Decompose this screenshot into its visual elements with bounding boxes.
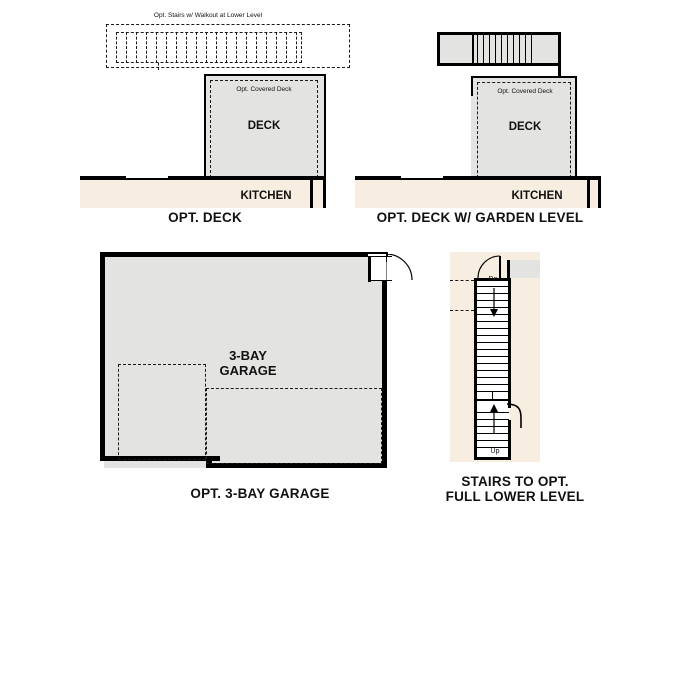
caption-opt-deck: OPT. DECK <box>168 210 242 225</box>
stairs-up-label: Up <box>490 448 500 455</box>
caption-opt-deck-garden-level: OPT. DECK W/ GARDEN LEVEL <box>376 210 584 225</box>
garden-kitchen-label: KITCHEN <box>511 190 563 202</box>
garden-stairs-fill <box>437 32 561 66</box>
garage-bay-dashed-right <box>206 388 382 464</box>
garage-door-leaf <box>368 256 371 282</box>
garage-wall-left <box>100 252 105 460</box>
garden-stairs-wall-bottom <box>437 63 561 66</box>
opt-deck-wall-right <box>324 74 326 178</box>
opt-deck-stairs-note: Opt. Stairs w/ Walkout at Lower Level <box>153 12 263 19</box>
garden-right-post <box>587 178 590 208</box>
garden-covered-deck-label: Opt. Covered Deck <box>497 88 553 95</box>
stairs-dash-tie-2 <box>450 310 474 311</box>
garden-stairs-wall-right <box>558 32 561 77</box>
opt-deck-wall-left <box>204 74 206 178</box>
garden-deck-wall-top <box>471 76 577 78</box>
opt-deck-label: DECK <box>247 120 281 132</box>
garden-right-post-2 <box>598 178 601 208</box>
garage-bay-dashed-left <box>118 364 206 460</box>
stairwell-wall-bottom <box>474 457 511 460</box>
stairs-dash-tie-1 <box>450 280 474 281</box>
opt-deck-covered-deck-label: Opt. Covered Deck <box>236 86 292 93</box>
stairs-up-arrow <box>488 404 500 434</box>
opt-deck-stairs-inner-outline <box>116 32 302 63</box>
opt-deck-kitchen-wall-top-right <box>206 176 326 180</box>
plan-opt-deck-garden-level <box>355 8 605 208</box>
stairs-down-label: Dn <box>488 276 498 283</box>
garage-label-line1: 3-BAY <box>229 348 267 363</box>
garden-deck-label: DECK <box>508 121 542 133</box>
garden-kitchen-wall-top-right <box>473 176 601 180</box>
garden-door-sill <box>401 178 443 179</box>
garage-wall-top <box>100 252 388 257</box>
garage-label-line2: GARAGE <box>219 363 277 378</box>
garage-door-swing-arc <box>386 254 416 284</box>
caption-stairs-line2: FULL LOWER LEVEL <box>445 489 585 504</box>
opt-deck-door-sill <box>126 178 168 179</box>
caption-stairs-line1: STAIRS TO OPT. <box>461 474 569 489</box>
garden-stairs-divider <box>472 35 474 63</box>
garden-stairs-wall-left <box>437 32 440 66</box>
opt-deck-kitchen-label: KITCHEN <box>240 190 292 202</box>
opt-deck-wall-top <box>204 74 326 76</box>
opt-deck-right-post-2 <box>323 178 326 208</box>
garage-wall-right <box>382 280 387 468</box>
stairs-lower-rail <box>505 402 527 432</box>
opt-deck-right-post <box>310 178 313 208</box>
plan-stairs-full-lower-level <box>450 252 580 467</box>
plan-opt-3-bay-garage <box>100 252 420 477</box>
garden-deck-wall-left <box>471 76 473 96</box>
stairwell-wall-right <box>508 278 511 408</box>
opt-deck-stairs-stub <box>158 63 159 70</box>
garden-deck-wall-right <box>575 76 577 178</box>
garden-stairs-wall-top <box>437 32 561 35</box>
plan-opt-deck <box>80 8 330 208</box>
stairs-down-arrow <box>488 288 500 318</box>
caption-opt-3-bay-garage: OPT. 3-BAY GARAGE <box>190 486 330 501</box>
